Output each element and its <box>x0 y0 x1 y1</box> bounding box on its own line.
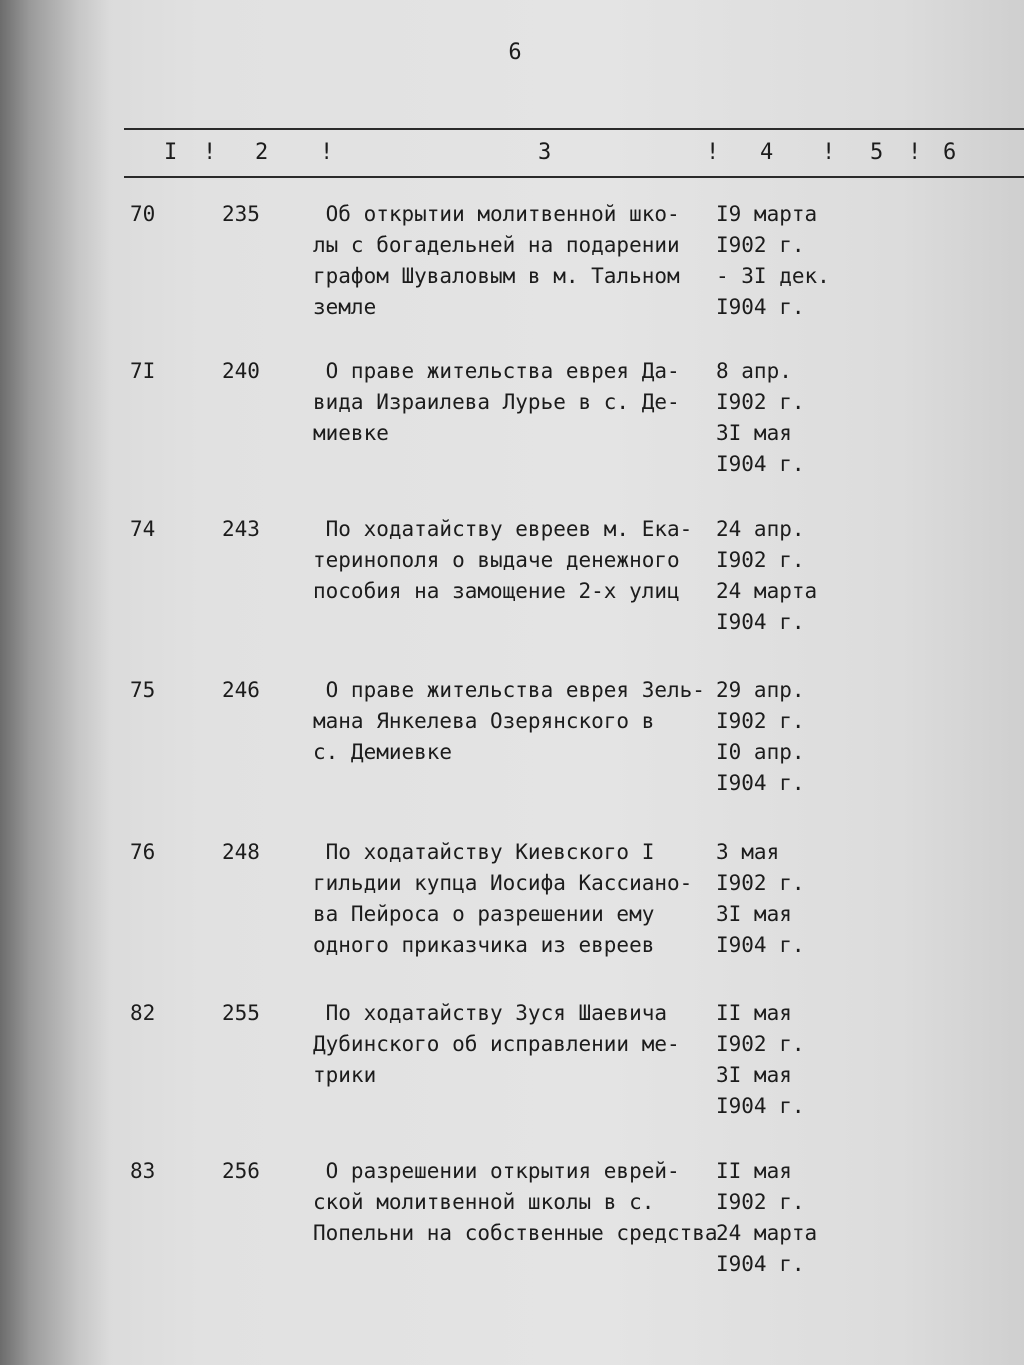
header-sep: ! <box>908 140 922 165</box>
file-number: 235 <box>222 202 260 226</box>
row-dates: II мая I902 г. 3I мая I904 г. <box>716 1001 805 1118</box>
row-dates: I9 марта I902 г. - 3I дек. I904 г. <box>716 202 830 319</box>
header-col6: 6 <box>943 140 957 165</box>
row-description: По ходатайству Киевского I гильдии купца Иосифа Кассиано- ва Пейроса о разрешении ему одного приказчика из евреев <box>313 840 693 957</box>
header-rule-bottom <box>124 176 1024 178</box>
header-col2: 2 <box>255 140 269 165</box>
file-number: 248 <box>222 840 260 864</box>
file-number: 240 <box>222 359 260 383</box>
row-description: О праве жительства еврея Зель- мана Янкелева Озерянского в с. Демиевке <box>313 678 705 764</box>
row-number: 76 <box>130 840 156 864</box>
header-rule-top <box>124 128 1024 130</box>
header-sep: ! <box>203 140 217 165</box>
file-number: 256 <box>222 1159 260 1183</box>
row-number: 75 <box>130 678 156 702</box>
page-number: 6 <box>508 40 522 65</box>
row-number: 82 <box>130 1001 156 1025</box>
header-col3: 3 <box>538 140 552 165</box>
row-number: 83 <box>130 1159 156 1183</box>
row-description: По ходатайству евреев м. Ека- теринополя о выдаче денежного пособия на замощение 2-х улиц <box>313 517 693 603</box>
file-number: 243 <box>222 517 260 541</box>
file-number: 246 <box>222 678 260 702</box>
row-dates: 8 апр. I902 г. 3I мая I904 г. <box>716 359 805 476</box>
row-dates: 24 апр. I902 г. 24 марта I904 г. <box>716 517 818 634</box>
header-sep: ! <box>320 140 334 165</box>
binding-shadow <box>0 0 110 1365</box>
row-description: О разрешении открытия еврей- ской молитвенной школы в с. Попельни на собственные средства <box>313 1159 718 1245</box>
header-col5: 5 <box>870 140 884 165</box>
row-dates: 29 апр. I902 г. I0 апр. I904 г. <box>716 678 805 795</box>
row-dates: 3 мая I902 г. 3I мая I904 г. <box>716 840 805 957</box>
header-col4: 4 <box>760 140 774 165</box>
row-number: 70 <box>130 202 156 226</box>
file-number: 255 <box>222 1001 260 1025</box>
header-col1: I <box>164 140 178 165</box>
row-description: Об открытии молитвенной шко- лы с богадельней на подарении графом Шуваловым в м. Тальном земле <box>313 202 680 319</box>
header-sep: ! <box>822 140 836 165</box>
row-dates: II мая I902 г. 24 марта I904 г. <box>716 1159 818 1276</box>
row-number: 74 <box>130 517 156 541</box>
header-sep: ! <box>706 140 720 165</box>
row-description: По ходатайству Зуся Шаевича Дубинского об исправлении ме- трики <box>313 1001 680 1087</box>
row-number: 7I <box>130 359 156 383</box>
row-description: О праве жительства еврея Да- вида Израилева Лурье в с. Де- миевке <box>313 359 680 445</box>
